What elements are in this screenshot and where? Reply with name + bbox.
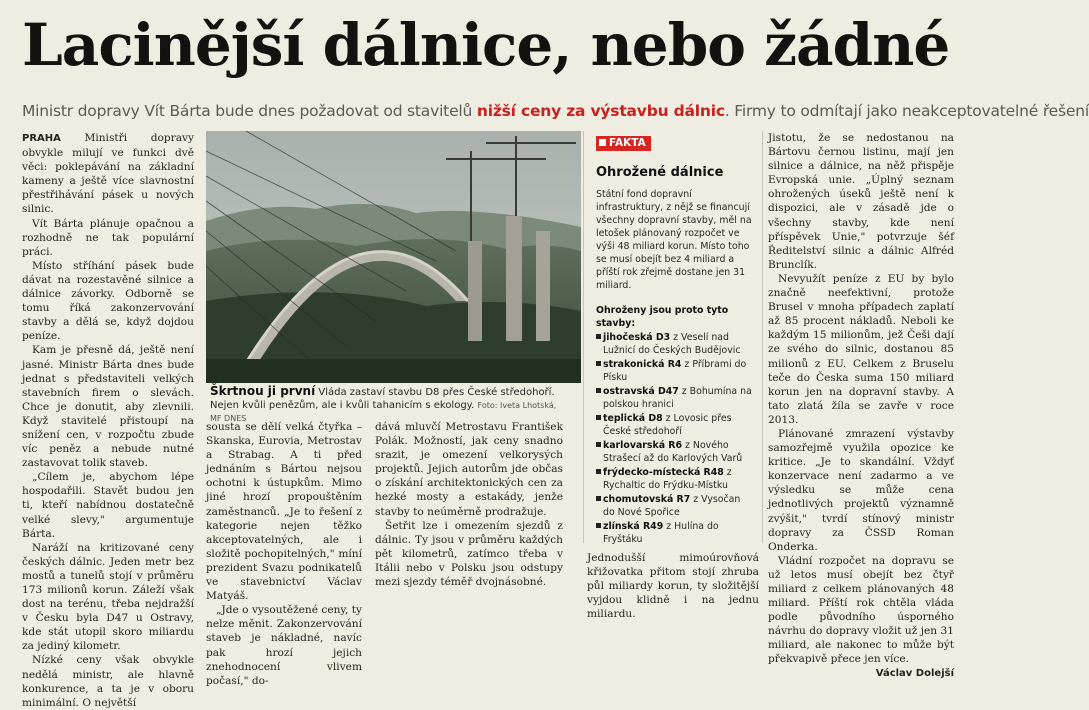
paragraph-text: Ministři dopravy obvykle milují ve funkci dvě věci: poklepávání na základní kameny a ještě více slavnostní přestřihávání pásek u nových silnic. — [22, 132, 194, 216]
highway-name: chomutovská R7 — [603, 494, 691, 505]
bullet-icon — [596, 523, 601, 528]
list-item — [596, 358, 754, 384]
bullet-icon — [596, 361, 601, 366]
highway-name: ostravská D47 — [603, 386, 679, 397]
bullet-icon — [596, 415, 601, 420]
paragraph: „Cílem je, abychom lépe hospodařili. Stavět budou jen ti, kteří nabídnou dostatečně velké slevy," argumentuje Bárta. — [22, 471, 194, 540]
subtitle-text-end: . Firmy to odmítají jako neakceptovatelné řešení — [724, 102, 1089, 120]
list-item — [596, 439, 754, 465]
facts-title: Ohrožené dálnice — [596, 165, 724, 180]
paragraph: „Jde o vysoutěžené ceny, ty nelze měnit. Zakonzervování staveb je nákladné, navíc pak hrozí jejich znehodnocení vlivem počasí," do- — [206, 604, 362, 687]
bullet-icon — [596, 334, 601, 339]
list-item — [596, 385, 754, 411]
list-item — [596, 493, 754, 519]
paragraph: Jistotu, že se nedostanou na Bártovu černou listinu, mají jen silnice a dálnice, na něž přispěje Evropská unie. „Úplný seznam ohrožených úseků ještě není k dispozici, ale v zásadě jde o všechny stavby, kde není příspěvek Unie," potvrzuje šéf Ředitelství silnic a dálnic Alfréd Brunclík. — [768, 132, 954, 271]
article-column-1 — [22, 131, 194, 710]
paragraph — [22, 131, 194, 217]
highway-name: teplická D8 — [603, 413, 663, 424]
article-column-4 — [587, 551, 759, 621]
paragraph: sousta se dělí velká čtyřka – Skanska, Eurovia, Metrostav a Strabag. A ti před jednáním s Bártou nejsou ochotni k ústupkům. Mimo jiné hrozí propouštěním zaměstnanců. „Je to řešení z kategorie nejen těžko akceptovatelných, ale i složitě pochopitelných," míní prezident Svazu podnikatelů ve stavebnictví Václav Matyáš. — [206, 421, 362, 603]
highway-name: zlínská R49 — [603, 521, 664, 532]
subtitle-text: Ministr dopravy Vít Bárta bude dnes požadovat od stavitelů — [22, 102, 473, 120]
photo-caption — [210, 385, 570, 425]
dateline-city: PRAHA — [22, 133, 61, 144]
endangered-highways-list — [596, 331, 754, 546]
facts-intro: Státní fond dopravní infrastruktury, z nějž se financují všechny dopravní stavby, měl na letošek plánovaný rozpočet ve výši 48 miliard korun. Místo toho se musí obejít bez 4 miliard a příští rok zřejmě dostane jen 31 miliard. — [596, 189, 752, 291]
list-item — [596, 412, 754, 438]
square-icon — [599, 139, 606, 146]
paragraph: Naráží na kritizované ceny českých dálnic. Jeden metr bez mostů a tunelů stojí v průměru 173 milionů korun. Záleží však dost na terénu, třeba nejdražší v Česku byla D47 u Ostravy, kde stát utopil skoro miliardu za jediný kilometr. — [22, 541, 194, 653]
highway-route: z Bohumína na polskou hranici — [603, 386, 752, 410]
highway-name: karlovarská R6 — [603, 440, 683, 451]
highway-route: z Lovosic přes České středohoří — [603, 413, 732, 437]
list-item — [596, 466, 754, 492]
headline: Lacinější dálnice, nebo žádné — [22, 11, 950, 79]
paragraph: Místo stříhání pásek bude dávat na rozestavěné silnice a dálnice závorky. Odborně se tomu říká zakonzervování stavby a dělá se, když dojdou peníze. — [22, 259, 194, 343]
bullet-icon — [596, 496, 601, 501]
bridge-photo-illustration — [206, 131, 581, 383]
bullet-icon — [596, 442, 601, 447]
caption-lead: Škrtnou ji první — [210, 384, 316, 398]
paragraph: Plánované zmrazení výstavby samozřejmě využila opozice ke kritice. „Je to skandální. Vždyť konzervace není zadarmo a ve výsledku se může cena jednotlivých projektů významně zvýšit," tvrdí stínový ministr dopravy za ČSSD Roman Onderka. — [768, 427, 954, 553]
list-item — [596, 520, 754, 546]
paragraph: Nevyužít peníze z EU by bylo značně neefektivní, protože Brusel v mnoha případech zaplatí až 85 procent nákladů. Neboli ke každým 15 milionům, jež Češi dají ze svého do silnic, dostanou 85 milionů z EU. Celkem z Bruselu teče do Česka suma 150 miliard korun jen na dopravní stavby. A tato zlatá žíla se zavře v roce 2013. — [768, 272, 954, 426]
bullet-icon — [596, 388, 601, 393]
subtitle — [22, 100, 1089, 122]
facts-box — [583, 131, 763, 543]
highway-route: z Veselí nad Lužnicí do Českých Budějovic — [603, 332, 741, 356]
article-column-2 — [206, 420, 362, 688]
article-column-3 — [375, 420, 563, 589]
list-item — [596, 331, 754, 357]
bullet-icon — [596, 469, 601, 474]
paragraph: Jednodušší mimoúrovňová křižovatka přitom stojí zhruba půl miliardy korun, ty složitější vyjdou klidně i na jednu miliardu. — [587, 552, 759, 621]
highway-name: jihočeská D3 — [603, 332, 671, 343]
caption-text: Vláda zastaví stavbu D8 přes České středohoří. Nejen kvůli penězům, ale i kvůli tahanicím s ekology. — [210, 387, 555, 411]
highway-route: z Příbrami do Písku — [603, 359, 747, 383]
paragraph: Kam je přesně dá, ještě není jasné. Ministr Bárta dnes bude jednat s představiteli velkých stavebních firem o slevách. Chce je donutit, aby zlevnili. Když stavitelé přistoupí na snížení cen, v rozpočtu zbude víc peněz a nebude nutné zastavovat tolik staveb. — [22, 344, 194, 470]
paragraph: Nízké ceny však obvykle nedělá ministr, ale hlavně konkurence, a ta je v oboru minimální. O největší — [22, 654, 194, 709]
facts-badge — [596, 136, 651, 151]
paragraph: Šetřit lze i omezením sjezdů z dálnic. Ty jsou v průměru každých pět kilometrů, zatímco třeba v Itálii nebo v Polsku jsou odstupy mezi sjezdy téměř dvojnásobné. — [375, 519, 563, 589]
highway-name: strakonická R4 — [603, 359, 682, 370]
photo-credit: Foto: Iveta Lhotská, MF DNES — [210, 401, 557, 423]
highway-route: z Nového Strašecí až do Karlových Varů — [603, 440, 743, 464]
bridge-construction-photo — [206, 131, 581, 383]
highway-name: frýdecko-místecká R48 — [603, 467, 724, 478]
highway-route: z Rychaltic do Frýdku-Místku — [603, 467, 732, 491]
facts-subheading: Ohroženy jsou proto tyto stavby: — [596, 305, 729, 329]
highway-route: z Vysočan do Nové Spořice — [603, 494, 741, 518]
paragraph: dává mluvčí Metrostavu František Polák. Možností, jak ceny snadno srazit, je omezení velkorysých projektů. Jejich autorům jde občas o získání architektonických cen za hezké mosty a estakády, jenže stavby to neúměrně prodražuje. — [375, 421, 563, 518]
article-column-5 — [768, 131, 954, 681]
author-byline: Václav Dolejší — [875, 667, 954, 679]
paragraph: Vít Bárta plánuje opačnou a rozhodně ne tak populární práci. — [22, 217, 194, 258]
highway-route: z Hulína do Fryštáku — [603, 521, 719, 545]
paragraph: Vládní rozpočet na dopravu se už letos musí obejít bez čtyř miliard z celkem plánovaných 48 miliard. Příští rok chtěla vláda podle původního úsporného návrhu do dopravy vložit už jen 31 miliard, ale nakonec to může být překvapivě přece jen více. — [768, 554, 954, 666]
subtitle-highlight: nižší ceny za výstavbu dálnic — [476, 102, 725, 120]
facts-badge-label: FAKTA — [609, 137, 646, 149]
